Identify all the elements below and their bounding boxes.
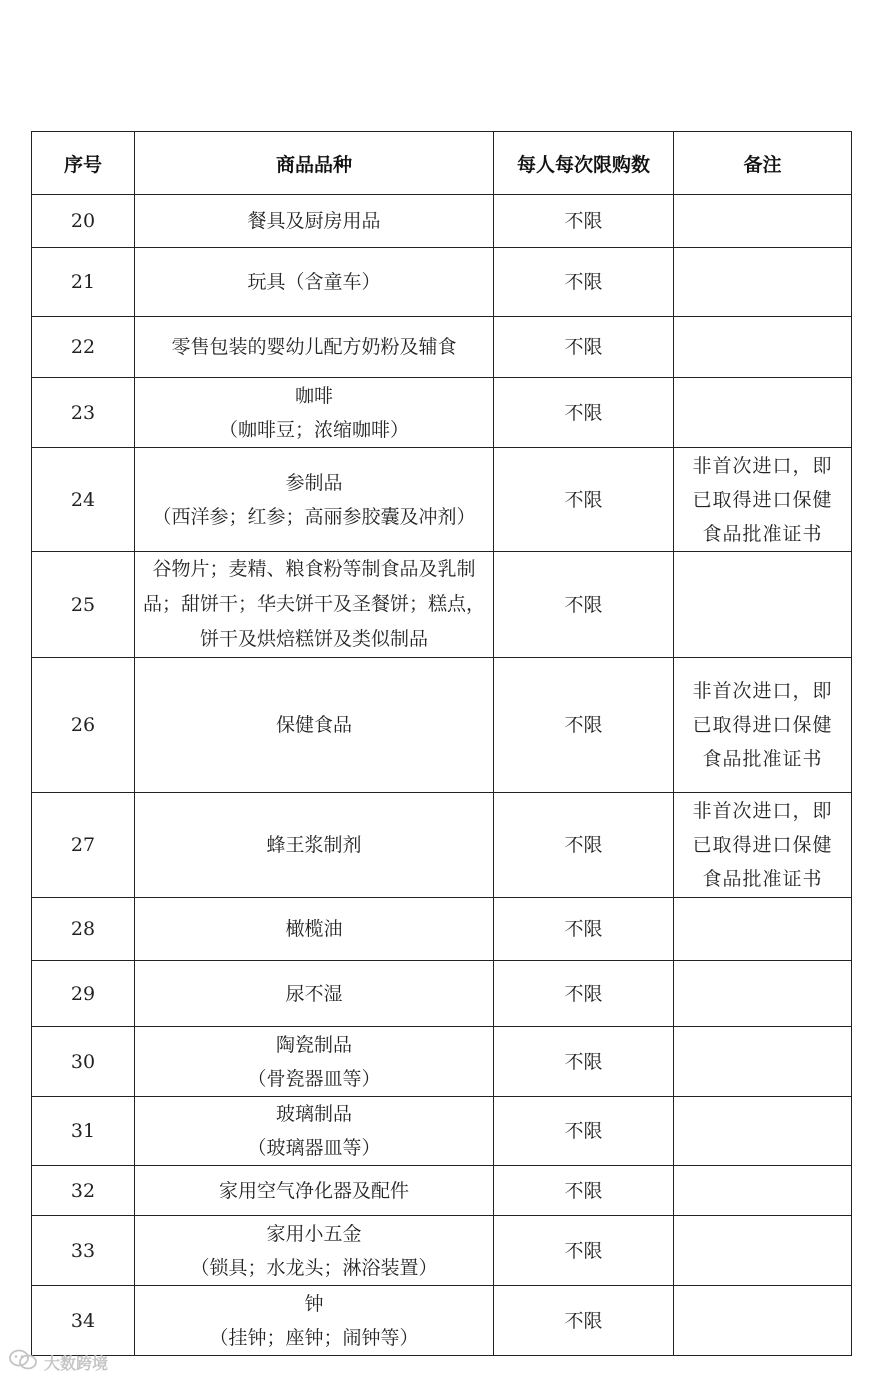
table-row <box>32 448 852 552</box>
row-note <box>674 1286 852 1356</box>
row-item: 家用空气净化器及配件 <box>135 1166 494 1216</box>
table-row <box>32 1097 852 1166</box>
header-note: 备注 <box>674 132 852 195</box>
row-note: 非首次进口，即 已取得进口保健 食品批准证书 <box>674 793 852 898</box>
watermark <box>8 1349 108 1375</box>
row-note <box>674 1216 852 1286</box>
row-no: 31 <box>32 1097 135 1166</box>
row-note <box>674 1097 852 1166</box>
row-no: 29 <box>32 961 135 1027</box>
row-limit: 不限 <box>494 961 674 1027</box>
purchase-limit-table <box>31 131 852 1356</box>
table-row <box>32 1216 852 1286</box>
row-item: 餐具及厨房用品 <box>135 195 494 248</box>
table-row <box>32 552 852 658</box>
table-header-row <box>32 132 852 195</box>
row-item: 保健食品 <box>135 658 494 793</box>
row-note <box>674 195 852 248</box>
row-note <box>674 317 852 378</box>
row-note: 非首次进口，即 已取得进口保健 食品批准证书 <box>674 448 852 552</box>
row-limit: 不限 <box>494 448 674 552</box>
row-limit: 不限 <box>494 248 674 317</box>
row-no: 33 <box>32 1216 135 1286</box>
table-row <box>32 793 852 898</box>
row-note <box>674 1027 852 1097</box>
row-limit: 不限 <box>494 552 674 658</box>
table-row <box>32 658 852 793</box>
row-item: 谷物片；麦精、粮食粉等制食品及乳制品；甜饼干；华夫饼干及圣餐饼；糕点，饼干及烘焙糕饼及类似制品 <box>135 552 494 658</box>
header-no: 序号 <box>32 132 135 195</box>
row-note <box>674 552 852 658</box>
table-row <box>32 1166 852 1216</box>
row-no: 26 <box>32 658 135 793</box>
table-row <box>32 961 852 1027</box>
row-item: 蜂王浆制剂 <box>135 793 494 898</box>
row-no: 22 <box>32 317 135 378</box>
row-limit: 不限 <box>494 1027 674 1097</box>
row-limit: 不限 <box>494 1286 674 1356</box>
row-limit: 不限 <box>494 317 674 378</box>
header-limit: 每人每次限购数 <box>494 132 674 195</box>
header-item: 商品品种 <box>135 132 494 195</box>
row-no: 28 <box>32 898 135 961</box>
row-note <box>674 1166 852 1216</box>
table-row <box>32 1286 852 1356</box>
row-item: 玩具（含童车） <box>135 248 494 317</box>
table-row <box>32 248 852 317</box>
row-no: 27 <box>32 793 135 898</box>
row-no: 20 <box>32 195 135 248</box>
row-limit: 不限 <box>494 1097 674 1166</box>
row-item: 钟 （挂钟；座钟；闹钟等） <box>135 1286 494 1356</box>
row-item: 陶瓷制品 （骨瓷器皿等） <box>135 1027 494 1097</box>
row-item: 玻璃制品 （玻璃器皿等） <box>135 1097 494 1166</box>
row-note <box>674 961 852 1027</box>
row-item: 橄榄油 <box>135 898 494 961</box>
row-note <box>674 248 852 317</box>
row-item: 参制品 （西洋参；红参；高丽参胶囊及冲剂） <box>135 448 494 552</box>
row-no: 25 <box>32 552 135 658</box>
row-item: 咖啡 （咖啡豆；浓缩咖啡） <box>135 378 494 448</box>
row-note: 非首次进口，即 已取得进口保健 食品批准证书 <box>674 658 852 793</box>
row-limit: 不限 <box>494 898 674 961</box>
table-row <box>32 378 852 448</box>
row-no: 30 <box>32 1027 135 1097</box>
row-no: 24 <box>32 448 135 552</box>
row-limit: 不限 <box>494 378 674 448</box>
row-limit: 不限 <box>494 195 674 248</box>
row-no: 23 <box>32 378 135 448</box>
table-row <box>32 1027 852 1097</box>
row-no: 32 <box>32 1166 135 1216</box>
row-item: 家用小五金 （锁具；水龙头；淋浴装置） <box>135 1216 494 1286</box>
row-note <box>674 378 852 448</box>
table-row <box>32 317 852 378</box>
row-item: 尿不湿 <box>135 961 494 1027</box>
row-note <box>674 898 852 961</box>
row-item: 零售包装的婴幼儿配方奶粉及辅食 <box>135 317 494 378</box>
row-limit: 不限 <box>494 1166 674 1216</box>
row-no: 34 <box>32 1286 135 1356</box>
wechat-logo-icon <box>8 1348 38 1377</box>
watermark-text: 大数跨境 <box>44 1353 109 1373</box>
table-row <box>32 898 852 961</box>
row-limit: 不限 <box>494 658 674 793</box>
row-limit: 不限 <box>494 1216 674 1286</box>
row-limit: 不限 <box>494 793 674 898</box>
row-no: 21 <box>32 248 135 317</box>
table-row <box>32 195 852 248</box>
